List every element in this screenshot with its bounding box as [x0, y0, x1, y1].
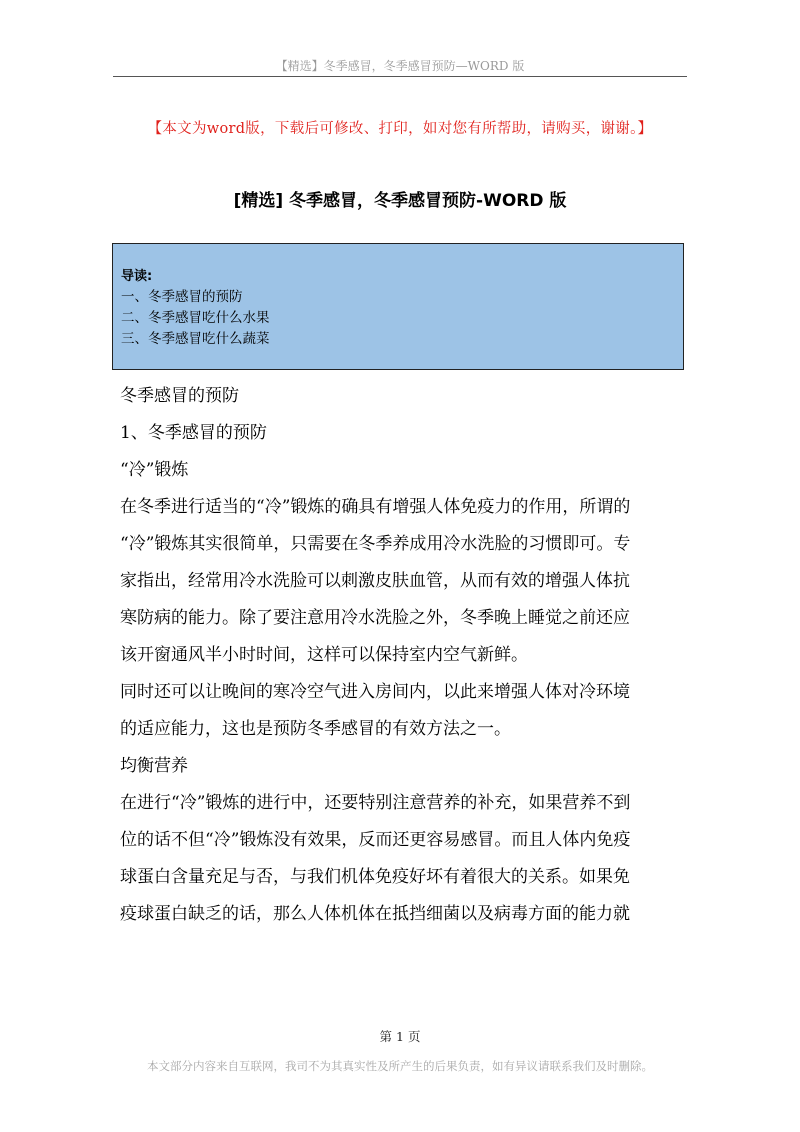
guide-box [112, 243, 684, 370]
header-rule [113, 76, 687, 77]
topic-heading: 均衡营养 [120, 756, 188, 776]
footer-disclaimer: 本文部分内容来自互联网，我司不为其真实性及所产生的后果负责，如有异议请联系我们及时删除。 [147, 1059, 653, 1073]
body-line: 疫球蛋白缺乏的话，那么人体机体在抵挡细菌以及病毒方面的能力就 [120, 904, 630, 924]
page-number: 第 1 页 [379, 1029, 421, 1044]
document-title: [精选] 冬季感冒，冬季感冒预防-WORD 版 [233, 191, 567, 211]
body-line: 同时还可以让晚间的寒冷空气进入房间内，以此来增强人体对冷环境 [120, 682, 630, 702]
word-version-notice: 【本文为word版，下载后可修改、打印，如对您有所帮助，请购买，谢谢。】 [147, 121, 653, 137]
body-line: “冷”锻炼其实很简单，只需要在冬季养成用冷水洗脸的习惯即可。专 [120, 534, 631, 554]
section-heading: 冬季感冒的预防 [120, 386, 239, 406]
body-line: 寒防病的能力。除了要注意用冷水洗脸之外，冬季晚上睡觉之前还应 [120, 608, 630, 628]
body-line: 家指出，经常用冷水洗脸可以刺激皮肤血管，从而有效的增强人体抗 [120, 571, 630, 591]
body-line: 在进行“冷”锻炼的进行中，还要特别注意营养的补充，如果营养不到 [120, 793, 631, 813]
running-header: 【精选】冬季感冒，冬季感冒预防—WORD 版 [275, 59, 525, 73]
body-line: 在冬季进行适当的“冷”锻炼的确具有增强人体免疫力的作用，所谓的 [120, 497, 631, 517]
guide-item: 二、冬季感冒吃什么水果 [121, 310, 270, 326]
body-line: 该开窗通风半小时时间，这样可以保持室内空气新鲜。 [120, 645, 528, 665]
guide-item: 三、冬季感冒吃什么蔬菜 [121, 331, 270, 347]
body-line: 的适应能力，这也是预防冬季感冒的有效方法之一。 [120, 719, 511, 739]
body-line: 位的话不但“冷”锻炼没有效果，反而还更容易感冒。而且人体内免疫 [120, 830, 631, 850]
guide-item: 一、冬季感冒的预防 [121, 289, 243, 305]
body-line: 球蛋白含量充足与否，与我们机体免疫好坏有着很大的关系。如果免 [120, 867, 630, 887]
body-content [120, 378, 686, 933]
guide-label: 导读: [121, 269, 153, 284]
topic-heading: “冷”锻炼 [120, 460, 189, 480]
subsection-heading: 1、冬季感冒的预防 [120, 423, 267, 443]
